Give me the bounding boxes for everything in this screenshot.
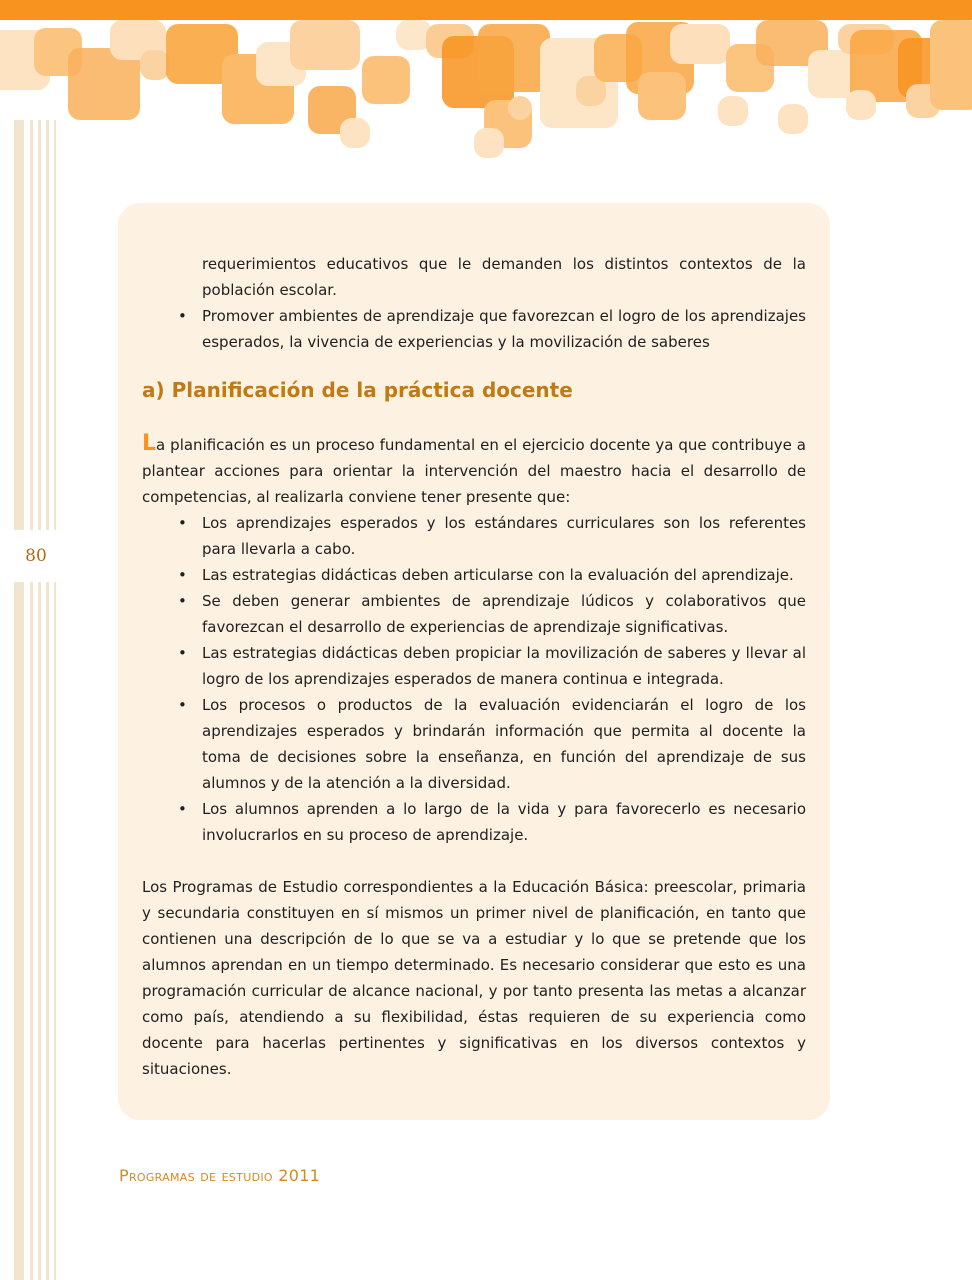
- list-item: • Los alumnos aprenden a lo largo de la vida y para favorecerlo es necesario involucrarlos en su proceso de aprendizaje.: [178, 800, 806, 844]
- side-stripes: [14, 120, 58, 1280]
- top-orange-bar: [0, 0, 972, 20]
- list-item: • Promover ambientes de aprendizaje que favorezcan el logro de los aprendizajes esperados, la vivencia de experiencias y la movilización de saberes: [178, 307, 806, 351]
- closing-paragraph: Los Programas de Estudio correspondientes a la Educación Básica: preescolar, primaria y secundaria constituyen en sí mismos un primer nivel de planificación, en tanto que contienen una descripción de lo que se va a estudiar y lo que se pretende que los alumnos aprendan en un tiempo determinado. Es necesario considerar que esto es una programación curricular de alcance nacional, y por tanto presenta las metas a alcanzar como país, atendiendo a su flexibilidad, éstas requieren de su experiencia como docente para hacerlas pertinentes y significativas en los diversos contextos y situaciones.: [142, 878, 806, 1078]
- planning-bullet-list: [142, 510, 806, 848]
- intro-paragraph: [142, 431, 806, 510]
- continuation-text: requerimientos educativos que le demanden los distintos contextos de la población escolar.: [202, 255, 806, 299]
- content-box: [118, 203, 830, 1120]
- page-number: 80: [14, 530, 58, 582]
- list-item: • Las estrategias didácticas deben propiciar la movilización de saberes y llevar al logro de los aprendizajes esperados de manera continua e integrada.: [178, 644, 806, 688]
- drop-cap: L: [142, 431, 157, 456]
- intro-text: a planificación es un proceso fundamental en el ejercicio docente ya que contribuye a plantear acciones para orientar la intervención del maestro hacia el desarrollo de competencias, al realizarla conviene tener presente que:: [142, 436, 806, 506]
- list-item: • Se deben generar ambientes de aprendizaje lúdicos y colaborativos que favorezcan el desarrollo de experiencias de aprendizaje significativas.: [178, 592, 806, 636]
- section-heading: a) Planificación de la práctica docente: [142, 378, 573, 402]
- header-decoration: [0, 20, 972, 170]
- list-item: • Los aprendizajes esperados y los estándares curriculares son los referentes para llevarla a cabo.: [178, 514, 806, 558]
- list-item: • Las estrategias didácticas deben articularse con la evaluación del aprendizaje.: [178, 566, 794, 584]
- top-bullet-list: [142, 303, 806, 355]
- footer-title: Programas de estudio 2011: [119, 1166, 321, 1185]
- list-item: • Los procesos o productos de la evaluación evidenciarán el logro de los aprendizajes esperados y brindarán información que permita al docente la toma de decisiones sobre la enseñanza, en función del aprendizaje de sus alumnos y de la atención a la diversidad.: [178, 696, 806, 792]
